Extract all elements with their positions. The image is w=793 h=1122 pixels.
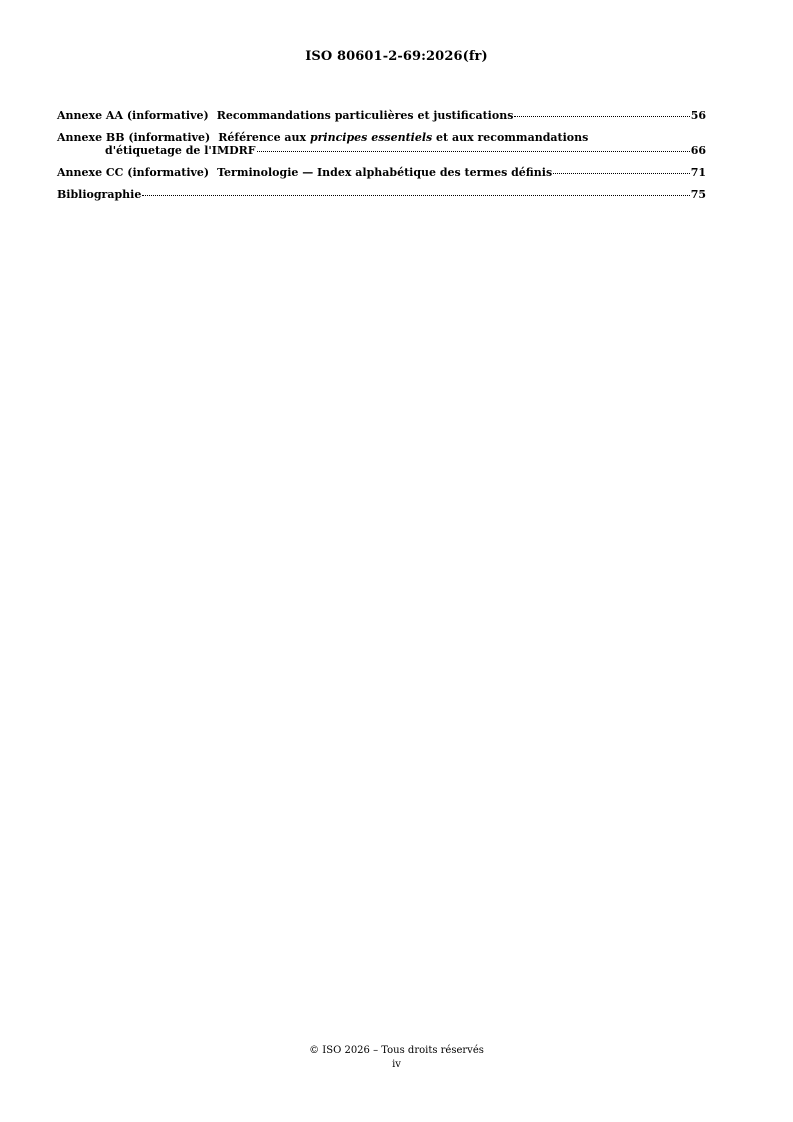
- toc-entry-title: Bibliographie: [57, 188, 142, 201]
- toc-entry-prefix: Annexe BB (informative): [57, 131, 211, 144]
- toc-dot-leader: [257, 150, 690, 152]
- toc-entry-title-continuation: d'étiquetage de l'IMDRF: [105, 144, 256, 157]
- toc-page-number: 75: [690, 188, 706, 201]
- table-of-contents: [57, 109, 706, 210]
- toc-page-number: 71: [690, 166, 706, 179]
- toc-entry-annex-cc[interactable]: [57, 166, 706, 179]
- toc-entry-prefix: Annexe CC (informative): [57, 166, 210, 179]
- page-footer: [0, 1044, 793, 1072]
- toc-entry-title-part: Référence aux: [218, 131, 307, 144]
- toc-entry-title: Terminologie — Index alphabétique des termes définis: [217, 166, 553, 179]
- document-header-title: ISO 80601-2-69:2026(fr): [305, 49, 488, 64]
- toc-page-number: 56: [690, 109, 706, 122]
- toc-entry-bibliography[interactable]: [57, 188, 706, 201]
- toc-entry-text: [57, 131, 588, 144]
- toc-entry-title: Recommandations particulières et justifications: [216, 109, 514, 122]
- toc-page-number: 66: [690, 144, 706, 157]
- toc-dot-leader: [142, 194, 689, 196]
- footer-page-number: iv: [392, 1059, 401, 1070]
- toc-entry-title-part: et aux recommandations: [436, 131, 589, 144]
- toc-entry-annex-bb[interactable]: [57, 131, 706, 157]
- footer-copyright: © ISO 2026 – Tous droits réservés: [309, 1045, 484, 1056]
- toc-dot-leader: [514, 115, 689, 117]
- toc-entry-annex-aa[interactable]: [57, 109, 706, 122]
- toc-entry-text: [57, 109, 513, 122]
- toc-entry-title-italic: principes essentiels: [309, 131, 433, 144]
- toc-dot-leader: [553, 172, 690, 174]
- toc-entry-text: [57, 166, 552, 179]
- toc-entry-prefix: Annexe AA (informative): [57, 109, 209, 122]
